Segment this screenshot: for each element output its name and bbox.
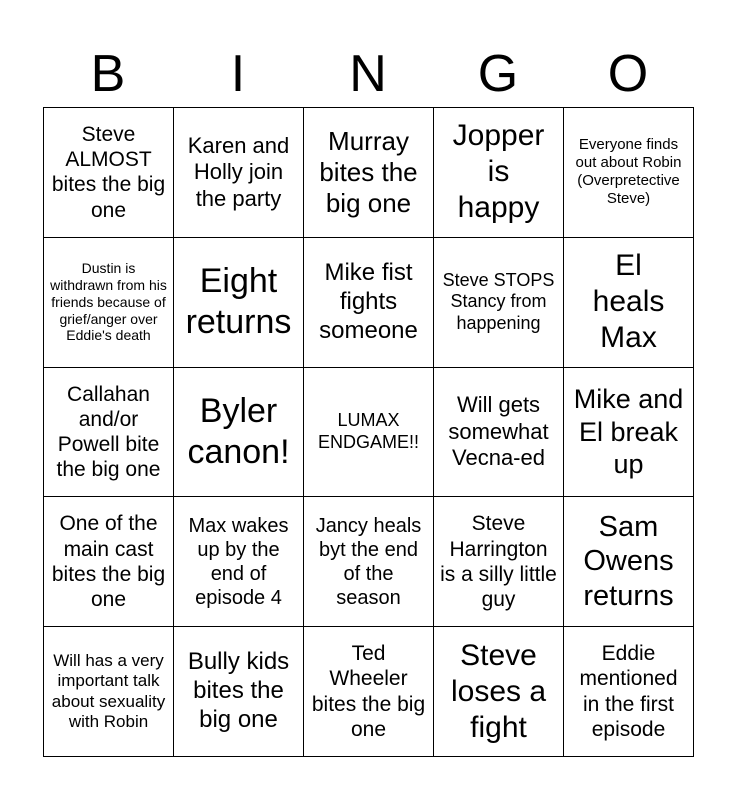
bingo-cell[interactable]: [44, 368, 174, 498]
header-letter-g: G: [477, 45, 519, 103]
bingo-cell[interactable]: [564, 238, 694, 368]
bingo-cell[interactable]: [174, 497, 304, 627]
bingo-cell-text: Jopper is happy: [452, 119, 545, 225]
bingo-cell[interactable]: [174, 238, 304, 368]
bingo-cell[interactable]: [564, 368, 694, 498]
header-letter-b: B: [90, 45, 126, 103]
bingo-cell-text: One of the main cast bites the big one: [51, 512, 166, 611]
bingo-cell-text: Mike fist fights someone: [319, 259, 418, 344]
bingo-cell-text: Eddie mentioned in the first episode: [579, 642, 678, 741]
bingo-cell[interactable]: [304, 497, 434, 627]
bingo-cell-text: Will has a very important talk about sexuality with Robin: [51, 650, 166, 731]
bingo-cell[interactable]: [434, 497, 564, 627]
bingo-cell[interactable]: [44, 627, 174, 757]
bingo-board: [43, 107, 694, 757]
header-letter-i: I: [230, 45, 246, 103]
bingo-cell-text: Bully kids bites the big one: [187, 648, 290, 733]
bingo-cell-text: Mike and El break up: [573, 384, 684, 480]
bingo-cell-text: Eight returns: [185, 262, 292, 342]
bingo-cell[interactable]: [434, 238, 564, 368]
bingo-cell-text: Steve loses a fight: [450, 638, 547, 744]
bingo-cell[interactable]: [44, 108, 174, 238]
bingo-cell-text: Jancy heals byt the end of the season: [315, 514, 422, 609]
bingo-cell-text: Steve ALMOST bites the big one: [51, 123, 166, 222]
bingo-header: [43, 40, 693, 108]
bingo-cell[interactable]: [434, 108, 564, 238]
bingo-cell[interactable]: [434, 368, 564, 498]
bingo-cell-text: Karen and Holly join the party: [187, 132, 290, 211]
bingo-cell-text: Steve STOPS Stancy from happening: [442, 269, 555, 333]
header-letter-n: N: [349, 45, 387, 103]
bingo-cell[interactable]: [304, 108, 434, 238]
header-letter-o: O: [607, 45, 649, 103]
bingo-cell-text: Everyone finds out about Robin (Overpretective Steve): [575, 136, 682, 208]
bingo-cell[interactable]: [44, 497, 174, 627]
bingo-cell-text: Max wakes up by the end of episode 4: [188, 514, 289, 609]
bingo-cell[interactable]: [44, 238, 174, 368]
bingo-cell[interactable]: [564, 497, 694, 627]
bingo-cell[interactable]: [174, 368, 304, 498]
bingo-cell[interactable]: [564, 108, 694, 238]
bingo-cell[interactable]: [564, 627, 694, 757]
bingo-cell-text: El heals Max: [592, 249, 665, 355]
bingo-cell[interactable]: [304, 627, 434, 757]
bingo-cell[interactable]: [174, 108, 304, 238]
bingo-cell-text: Byler canon!: [187, 392, 290, 471]
bingo-cell[interactable]: [174, 627, 304, 757]
bingo-cell-text: LUMAX ENDGAME!!: [317, 410, 419, 452]
bingo-cell-text: Will gets somewhat Vecna-ed: [448, 392, 549, 471]
bingo-cell-text: Sam Owens returns: [583, 510, 674, 613]
bingo-cell[interactable]: [304, 238, 434, 368]
bingo-cell-text: Murray bites the big one: [319, 125, 418, 218]
bingo-cell[interactable]: [434, 627, 564, 757]
bingo-cell-text: Dustin is withdrawn from his friends because of grief/anger over Eddie's death: [50, 260, 167, 344]
bingo-cell-text: Ted Wheeler bites the big one: [311, 642, 426, 741]
bingo-cell-text: Steve Harrington is a silly little guy: [440, 512, 557, 611]
bingo-cell[interactable]: [304, 368, 434, 498]
bingo-cell-text: Callahan and/or Powell bite the big one: [56, 382, 161, 482]
